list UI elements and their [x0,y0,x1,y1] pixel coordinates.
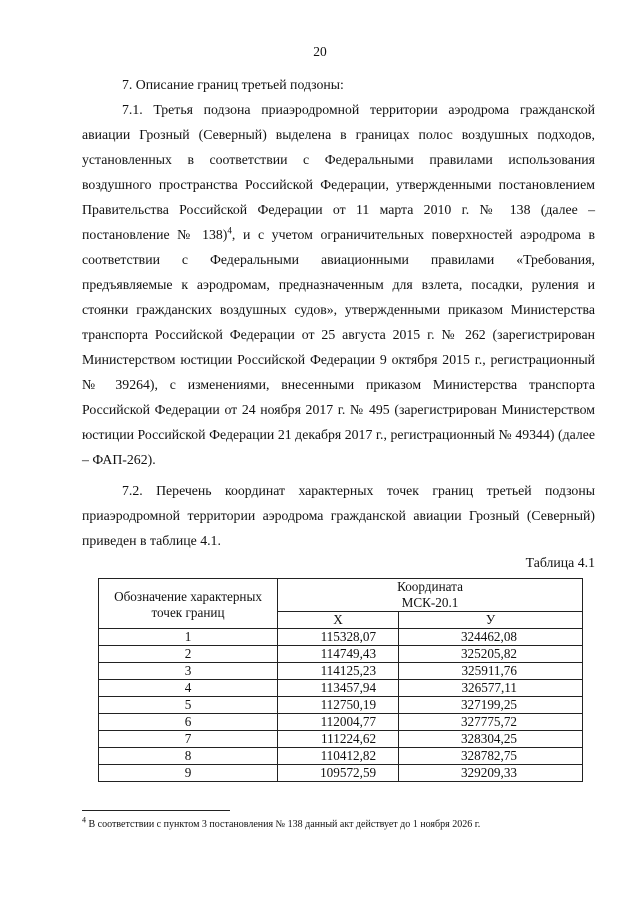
table-caption: Таблица 4.1 [525,555,595,570]
point-cell: 7 [99,731,278,748]
section-heading: 7. Описание границ третьей подзоны: [122,77,344,92]
point-cell: 8 [99,748,278,765]
x-cell: 114125,23 [278,663,399,680]
table-row [99,629,583,646]
y-cell: 325205,82 [399,646,583,663]
footnote-mark: 4 [82,815,86,825]
footnote-reference[interactable]: 4 [227,225,232,236]
header-point-designation: Обозначение характерных точек границ [99,579,278,629]
y-cell: 327199,25 [399,697,583,714]
footnote-text: В соответствии с пунктом 3 постановления № 138 данный акт действует до 1 ноября 2026 г. [86,819,481,830]
paragraph-7-1 [82,97,595,472]
table-body [99,629,583,782]
footnote [82,815,602,832]
header-coordinate-line1: Координата [397,579,463,594]
paragraph-7-1-text-b: , и с учетом ограничительных поверхностей аэродрома в соответствии с Федеральными авиационными правилами «Требования, предъявляемые к аэродромам, предназначенным для взлета, посадки, руления и стоянки гражданских воздушных судов», утвержденными приказом Министерства транспорта Российской Федерации от 25 августа 2015 г. № 262 (зарегистрирован Министерством юстиции Российской Федерации 9 октября 2015 г., регистрационный № 39264), с изменениями, внесенными приказом Министерства транспорта Российской Федерации от 24 ноября 2017 г. № 495 (зарегистрирован Министерством юстиции Российской Федерации 21 декабря 2017 г., регистрационный № 49344) (далее – ФАП-262). [82,227,595,467]
table-row [99,748,583,765]
header-coordinate [278,579,583,612]
x-cell: 112004,77 [278,714,399,731]
point-cell: 1 [99,629,278,646]
x-cell: 115328,07 [278,629,399,646]
y-cell: 324462,08 [399,629,583,646]
y-cell: 325911,76 [399,663,583,680]
point-cell: 6 [99,714,278,731]
x-cell: 111224,62 [278,731,399,748]
y-cell: 328782,75 [399,748,583,765]
page-number: 20 [313,44,327,59]
y-cell: 326577,11 [399,680,583,697]
x-cell: 113457,94 [278,680,399,697]
point-cell: 3 [99,663,278,680]
point-cell: 4 [99,680,278,697]
header-coordinate-system: МСК-20.1 [401,595,459,610]
coordinates-table [98,578,583,782]
point-cell: 9 [99,765,278,782]
x-cell: 112750,19 [278,697,399,714]
x-cell: 110412,82 [278,748,399,765]
header-x: X [278,612,399,629]
table-row [99,714,583,731]
table-row [99,697,583,714]
paragraph-7-1-text-a: 7.1. Третья подзона приаэродромной территории аэродрома гражданской авиации Грозный (Северный) выделена в границах полос воздушных подходов, установленных в соответствии с Федеральными правилами использования воздушного пространства Российской Федерации, утвержденными постановлением Правительства Российской Федерации от 11 марта 2010 г. № 138 (далее – постановление № 138) [82,102,595,242]
point-cell: 2 [99,646,278,663]
x-cell: 114749,43 [278,646,399,663]
y-cell: 329209,33 [399,765,583,782]
footnote-divider [82,810,230,811]
point-cell: 5 [99,697,278,714]
table-row [99,646,583,663]
table-row [99,765,583,782]
y-cell: 327775,72 [399,714,583,731]
table-row [99,731,583,748]
table-row [99,663,583,680]
paragraph-7-2: 7.2. Перечень координат характерных точек границ третьей подзоны приаэродромной территории аэродрома гражданской авиации Грозный (Северный) приведен в таблице 4.1. [82,483,595,548]
y-cell: 328304,25 [399,731,583,748]
header-y: У [399,612,583,629]
table-row [99,680,583,697]
x-cell: 109572,59 [278,765,399,782]
